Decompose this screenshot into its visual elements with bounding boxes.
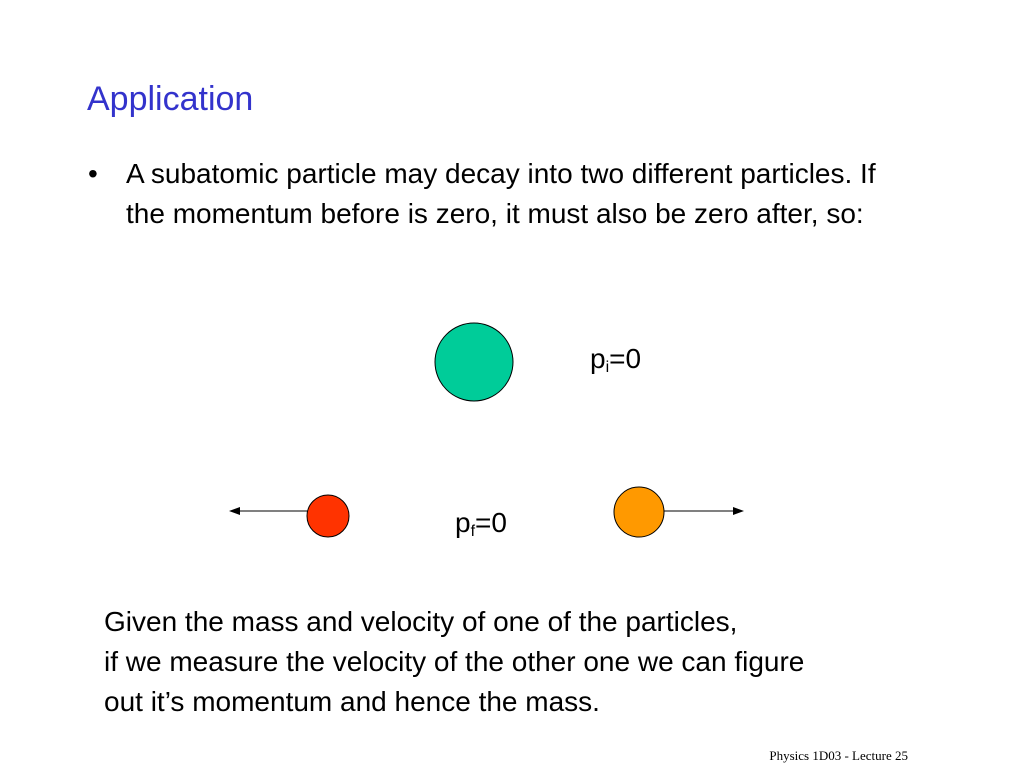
paragraph-line: if we measure the velocity of the other one we can figure xyxy=(104,646,805,677)
initial-momentum-label xyxy=(590,342,641,376)
initial-momentum-symbol: p xyxy=(590,343,606,374)
explanation-paragraph xyxy=(104,602,984,722)
final-momentum-value: =0 xyxy=(475,507,507,538)
slide-footer: Physics 1D03 - Lecture 25 xyxy=(769,748,908,763)
bullet-text: A subatomic particle may decay into two different particles. If the momentum before is zero, it must also be zero after, so: xyxy=(126,158,876,229)
paragraph-line: out it’s momentum and hence the mass. xyxy=(104,686,600,717)
paragraph-line: Given the mass and velocity of one of the particles, xyxy=(104,606,738,637)
slide-title: Application xyxy=(87,80,254,118)
final-momentum-subscript: f xyxy=(470,523,476,540)
final-momentum-symbol: p xyxy=(455,507,471,538)
initial-momentum-subscript: i xyxy=(605,359,610,376)
left-arrowhead xyxy=(229,507,240,515)
final-momentum-label xyxy=(455,506,507,540)
parent-particle xyxy=(435,323,513,401)
left-particle xyxy=(307,495,349,537)
bullet-mark: • xyxy=(88,158,98,189)
right-arrowhead xyxy=(733,507,744,515)
initial-momentum-value: =0 xyxy=(609,343,642,374)
right-particle xyxy=(614,487,664,537)
